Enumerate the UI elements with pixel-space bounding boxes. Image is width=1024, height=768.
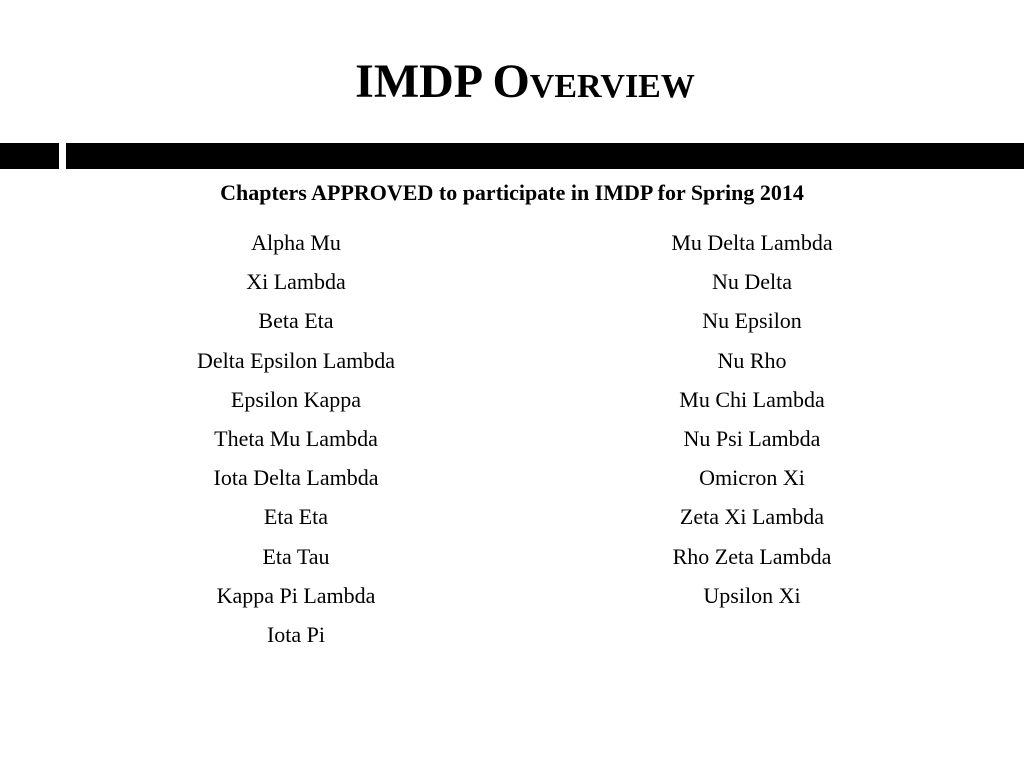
chapter-item: Omicron Xi xyxy=(699,465,805,491)
slide-title-main: IMDP xyxy=(355,55,481,108)
chapter-item: Theta Mu Lambda xyxy=(214,425,378,451)
chapter-item: Delta Epsilon Lambda xyxy=(197,347,395,373)
chapter-list-left xyxy=(116,228,476,659)
chapter-item: Nu Rho xyxy=(717,347,787,373)
chapter-item: Upsilon Xi xyxy=(703,582,801,608)
slide-title-smallcaps: Overview xyxy=(492,55,695,108)
slide-subtitle: Chapters APPROVED to participate in IMDP for Spring 2014 xyxy=(220,180,804,205)
chapter-item: Mu Delta Lambda xyxy=(671,230,833,255)
title-divider-left-bar xyxy=(0,143,59,169)
title-divider-right-bar xyxy=(66,143,1024,169)
slide-title xyxy=(0,52,1024,112)
chapter-item: Eta Tau xyxy=(262,543,330,569)
chapter-item: Beta Eta xyxy=(258,308,334,334)
chapter-item: Eta Eta xyxy=(263,504,329,530)
chapter-item: Xi Lambda xyxy=(246,269,346,295)
chapter-item: Zeta Xi Lambda xyxy=(679,504,825,530)
chapter-list-right xyxy=(572,228,932,620)
chapter-item: Iota Delta Lambda xyxy=(213,465,379,491)
chapter-item: Alpha Mu xyxy=(251,230,341,255)
chapter-item: Nu Delta xyxy=(711,269,793,295)
chapter-item: Nu Epsilon xyxy=(702,308,802,334)
chapter-item: Nu Psi Lambda xyxy=(683,425,821,451)
chapter-item: Iota Pi xyxy=(266,621,326,647)
chapter-item: Epsilon Kappa xyxy=(230,386,362,412)
chapter-item: Kappa Pi Lambda xyxy=(216,582,376,608)
chapter-item: Rho Zeta Lambda xyxy=(672,543,832,569)
chapter-item: Mu Chi Lambda xyxy=(679,386,825,412)
